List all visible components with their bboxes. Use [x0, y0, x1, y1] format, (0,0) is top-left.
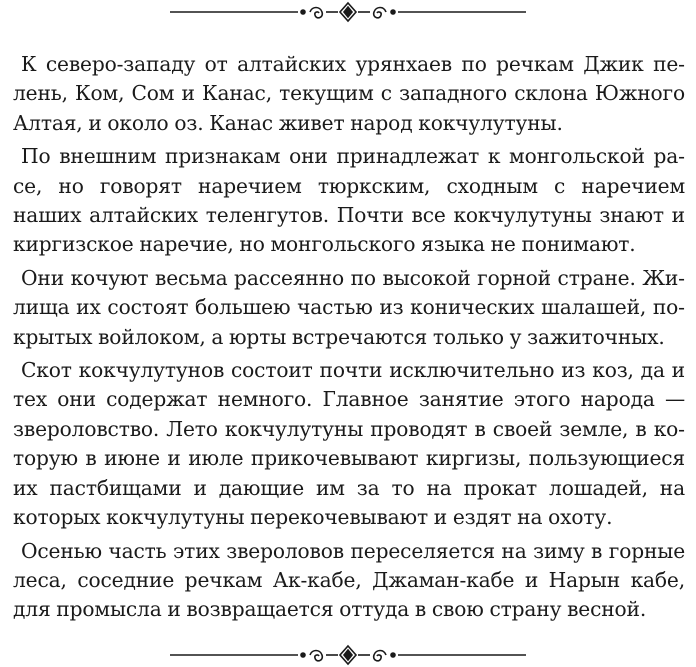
paragraph-2: По внешним признакам они принадлежат к монгольской расе, но говорят наречием тюркским, сходным с наречием наших алтайских теленгутов. Почти все кокчулутуны знают и киргизское наречие, но монгольского языка не понимают.: [13, 144, 685, 257]
bottom-ornament-divider-icon: [0, 643, 696, 667]
paragraph-5: Осенью часть этих звероловов переселяется на зиму в горные леса, соседние речкам Ак-кабе, Джаман-кабе и Нарын кабе, для промысла и возвращается оттуда в свою страну весной.: [13, 538, 685, 622]
paragraph-1: К северо-западу от алтайских урянхаев по речкам Джик пелень, Ком, Сом и Канас, текущим с западного склона Южного Алтая, и около оз. Канас живет народ кокчулутуны.: [13, 52, 685, 135]
paragraph-4: Скот кокчулутунов состоит почти исключительно из коз, да и тех они содержат немного. Главное занятие этого народа — звероловство. Лето кокчулутуны проводят в своей земле, в которую в июне и июле прикочевывают киргизы, пользующиеся их пастбищами и дающие им за то на прокат лошадей, на которых кокчулутуны перекочевывают и ездят на охоту.: [13, 358, 685, 530]
paragraph-3: Они кочуют весьма рассеянно по высокой горной стране. Жилища их состоят большею частью из конических шалашей, покрытых войлоком, а юрты встречаются только у зажиточных.: [13, 265, 685, 349]
top-ornament-divider-icon: [0, 0, 696, 24]
article-text: [13, 50, 685, 625]
